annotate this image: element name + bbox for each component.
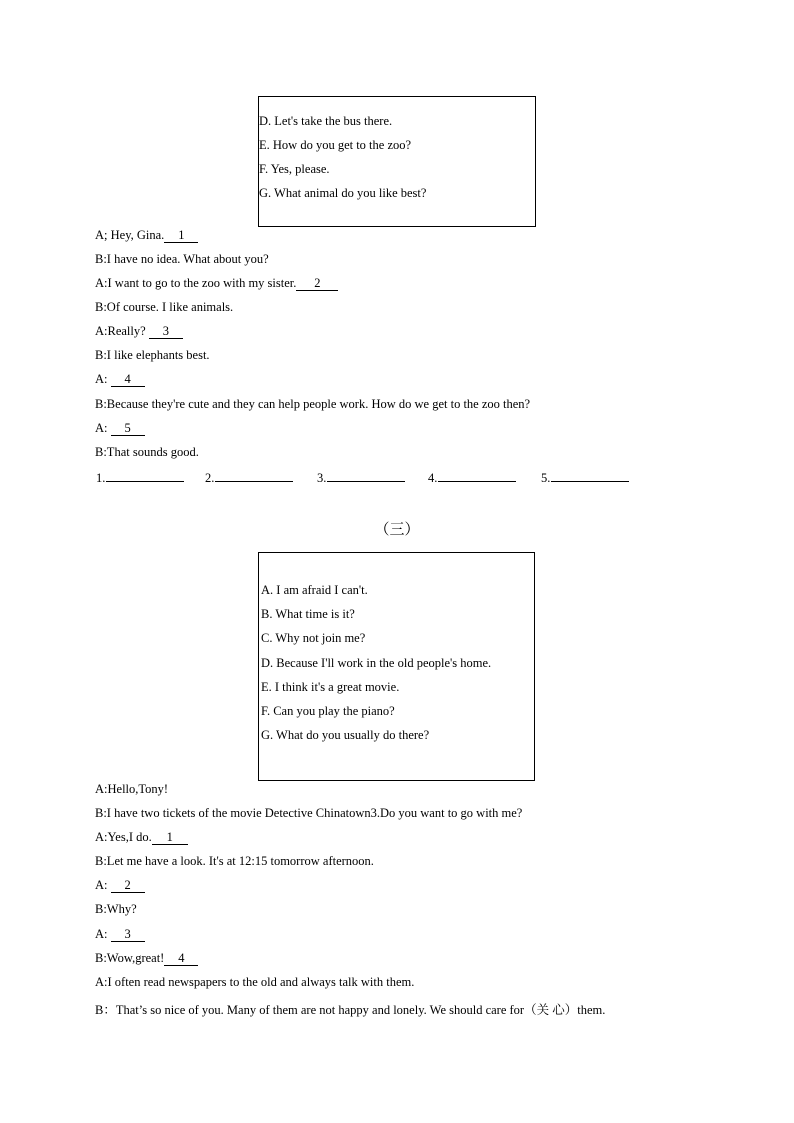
option-d: D. Because I'll work in the old people's home. xyxy=(261,656,492,670)
dialogue2-line xyxy=(95,1000,605,1018)
line-text: B:Because they're cute and they can help people work. How do we get to the zoo then? xyxy=(95,397,531,411)
line-text: B:I have two tickets of the movie Detective Chinatown3.Do you want to go with me? xyxy=(95,806,523,820)
options-box-1 xyxy=(258,96,536,227)
dialogue1-line xyxy=(95,276,338,291)
line-text: B：That’s so nice of you. Many of them are not happy and lonely. We should care for（关 心）them. xyxy=(95,1003,606,1017)
answer-number: 1. xyxy=(96,471,106,485)
dialogue2-line xyxy=(95,975,414,990)
answer-number: 2. xyxy=(205,471,215,485)
answer-blank[interactable]: 2 xyxy=(296,277,338,291)
dialogue1-line xyxy=(95,421,145,436)
dialogue1-line xyxy=(95,445,199,460)
option-e: E. I think it's a great movie. xyxy=(261,680,400,694)
dialogue2-line xyxy=(95,902,137,917)
line-text: B:Let me have a look. It's at 12:15 tomorrow afternoon. xyxy=(95,854,374,868)
answer-2[interactable] xyxy=(205,469,293,486)
answer-blank[interactable]: 5 xyxy=(111,422,145,436)
option-e: E. How do you get to the zoo? xyxy=(259,138,412,152)
answer-number: 5. xyxy=(541,471,551,485)
answer-blank[interactable]: 4 xyxy=(164,952,198,966)
dialogue1-line xyxy=(95,300,233,315)
line-text: B:Why? xyxy=(95,902,137,916)
answer-number: 3. xyxy=(317,471,327,485)
option-g: G. What animal do you like best? xyxy=(259,186,427,200)
line-text: B:Of course. I like animals. xyxy=(95,300,234,314)
answer-number: 4. xyxy=(428,471,438,485)
dialogue2-line xyxy=(95,782,168,797)
answer-blank[interactable]: 3 xyxy=(149,325,183,339)
line-text: A: xyxy=(95,927,111,941)
option-f: F. Can you play the piano? xyxy=(261,704,395,718)
line-text: B:I have no idea. What about you? xyxy=(95,252,269,266)
answer-blank[interactable]: 2 xyxy=(111,879,145,893)
dialogue2-line xyxy=(95,806,522,821)
answer-1[interactable] xyxy=(96,469,184,486)
option-g: G. What do you usually do there? xyxy=(261,728,430,742)
dialogue1-line xyxy=(95,324,183,339)
answer-blank[interactable]: 1 xyxy=(164,229,198,243)
dialogue1-line xyxy=(95,372,145,387)
line-text: A; Hey, Gina. xyxy=(95,228,165,242)
line-text: A: xyxy=(95,878,111,892)
dialogue1-line xyxy=(95,252,269,267)
line-text: A: xyxy=(95,421,111,435)
dialogue2-line xyxy=(95,927,145,942)
answer-3[interactable] xyxy=(317,469,405,486)
options-box-2 xyxy=(258,552,535,781)
line-text: A:I want to go to the zoo with my sister. xyxy=(95,276,297,290)
option-f: F. Yes, please. xyxy=(259,162,330,176)
line-text: A:I often read newspapers to the old and always talk with them. xyxy=(95,975,415,989)
dialogue1-line xyxy=(95,397,530,412)
answer-4[interactable] xyxy=(428,469,516,486)
line-text: A:Hello,Tony! xyxy=(95,782,169,796)
option-d: D. Let's take the bus there. xyxy=(259,114,393,128)
option-a: A. I am afraid I can't. xyxy=(261,583,368,597)
answer-blank[interactable]: 3 xyxy=(111,928,145,942)
line-text: A:Yes,I do. xyxy=(95,830,152,844)
option-c: C. Why not join me? xyxy=(261,631,366,645)
answer-5[interactable] xyxy=(541,469,629,486)
line-text: A: xyxy=(95,372,111,386)
dialogue2-line xyxy=(95,951,198,966)
answer-blank[interactable]: 4 xyxy=(111,373,145,387)
answer-blank[interactable]: 1 xyxy=(152,831,188,845)
line-text: B:Wow,great! xyxy=(95,951,165,965)
dialogue2-line xyxy=(95,878,145,893)
option-b: B. What time is it? xyxy=(261,607,355,621)
section-title: （三） xyxy=(374,520,420,538)
dialogue1-line xyxy=(95,348,210,363)
line-text: B:That sounds good. xyxy=(95,445,199,459)
dialogue1-line xyxy=(95,228,198,243)
line-text: B:I like elephants best. xyxy=(95,348,210,362)
dialogue2-line xyxy=(95,854,374,869)
line-text: A:Really? xyxy=(95,324,149,338)
dialogue2-line xyxy=(95,830,188,845)
